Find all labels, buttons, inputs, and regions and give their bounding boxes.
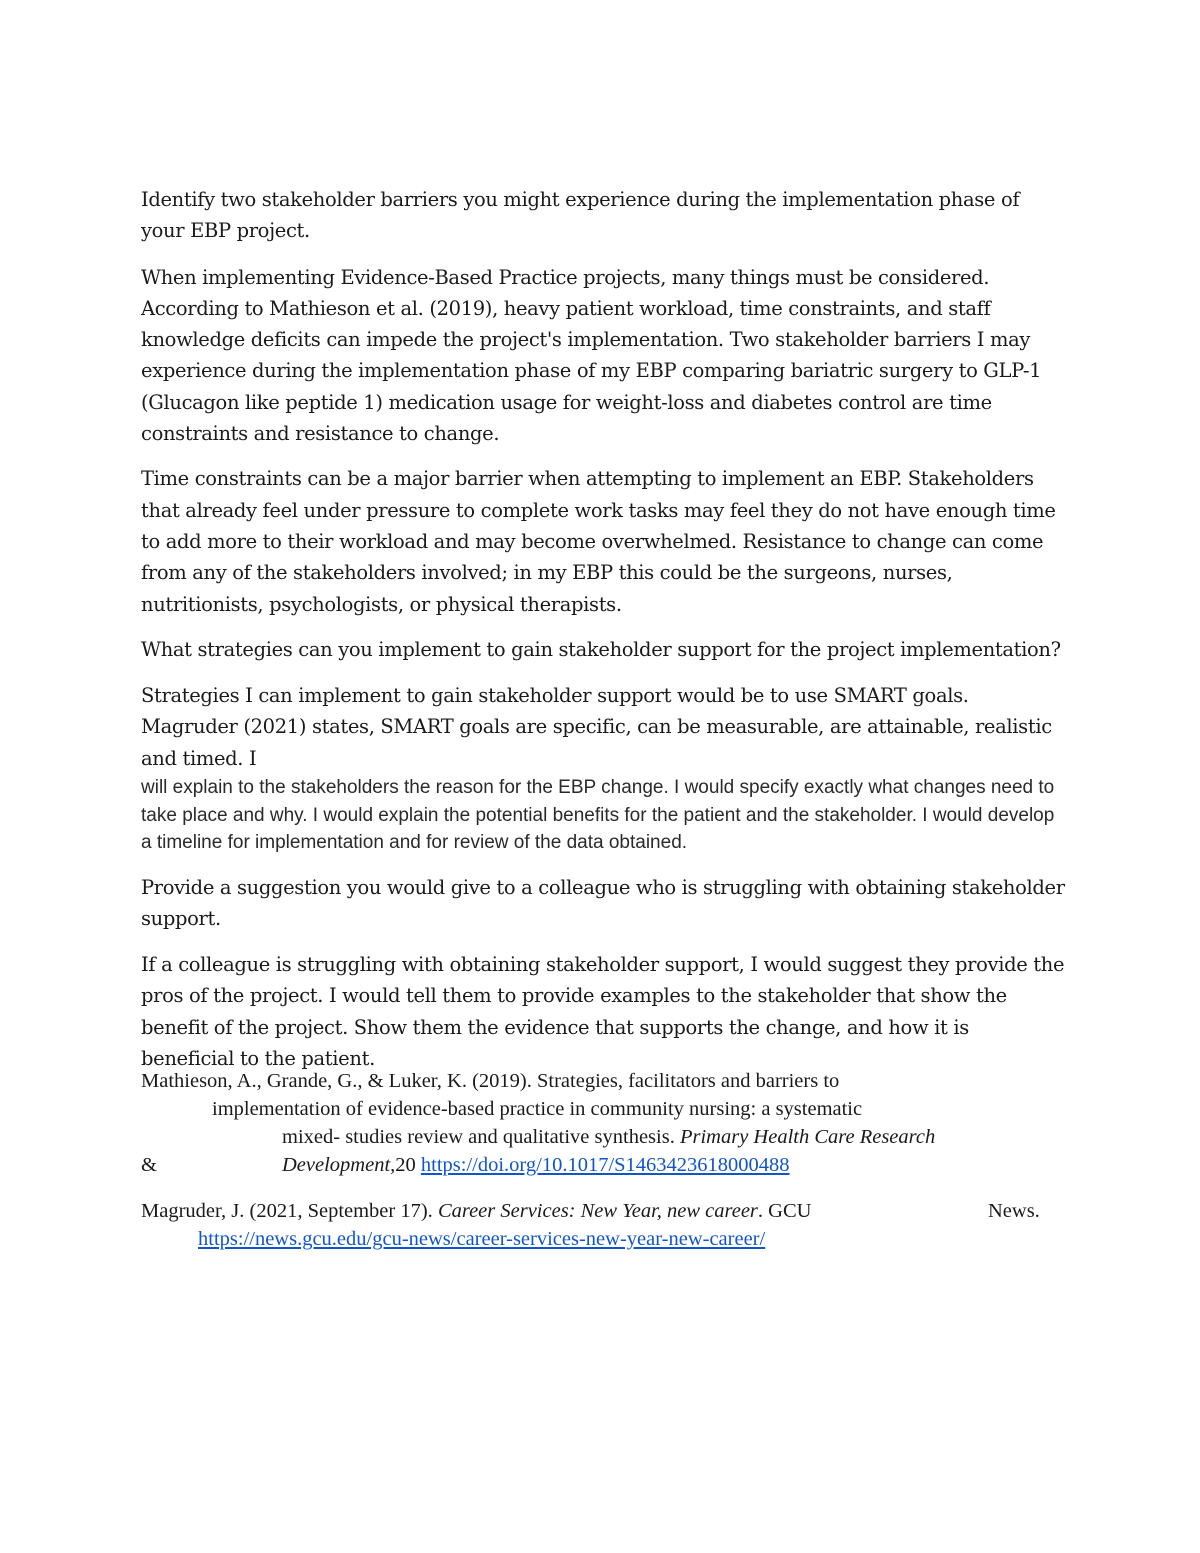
ref1-line4 xyxy=(282,1151,790,1179)
ref1-line3-plain: mixed- studies review and qualitative synthesis. xyxy=(282,1126,680,1148)
ref1-ampersand: & xyxy=(141,1154,157,1176)
reference-mathieson xyxy=(141,1067,1071,1179)
ref2-line1-plain: Magruder, J. (2021, September 17). xyxy=(141,1200,438,1222)
question-2: What strategies can you implement to gain stakeholder support for the project implementation? xyxy=(141,637,1061,661)
ref1-line2: implementation of evidence-based practice in community nursing: a systematic xyxy=(212,1098,863,1120)
ref2-news: News. xyxy=(988,1200,1040,1222)
ref1-doi-link[interactable]: https://doi.org/10.1017/S1463423618000488 xyxy=(420,1154,790,1176)
references xyxy=(141,1067,1071,1253)
paragraph-3-serif: Strategies I can implement to gain stakeholder support would be to use SMART goals. Magruder (2021) states, SMART goals are specific, can be measurable, are attainable, realistic and timed. I xyxy=(141,684,1052,770)
ref2-line2 xyxy=(198,1225,765,1253)
ref1-volume: 20 xyxy=(395,1154,421,1176)
ref2-url-link[interactable]: https://news.gcu.edu/gcu-news/career-services-new-year-new-career/ xyxy=(198,1228,766,1250)
reference-magruder xyxy=(141,1197,1071,1253)
paragraph-3 xyxy=(141,680,1066,856)
ref1-journal-cont: Development, xyxy=(282,1154,396,1176)
ref2-line1 xyxy=(141,1197,811,1225)
paragraph-2: Time constraints can be a major barrier when attempting to implement an EBP. Stakeholders that already feel under pressure to complete work tasks may feel they do not have enough time to add more to their workload and may become overwhelmed. Resistance to change can come from any of the stakeholders involved; in my EBP this could be the surgeons, nurses, nutritionists, psychologists, or physical therapists. xyxy=(141,467,1056,616)
ref1-line3 xyxy=(282,1123,935,1151)
paragraph-3-sans: will explain to the stakeholders the reason for the EBP change. I would specify exactly what changes need to take place and why. I would explain the potential benefits for the patient and the stakeholder. I would develop a timeline for implementation and for review of the data obtained. xyxy=(141,777,1055,854)
ref1-journal: Primary Health Care Research xyxy=(679,1126,936,1148)
paragraph-1: When implementing Evidence-Based Practice projects, many things must be considered. According to Mathieson et al. (2019), heavy patient workload, time constraints, and staff knowledge deficits can impede the project's implementation. Two stakeholder barriers I may experience during the implementation phase of my EBP comparing bariatric surgery to GLP-1 (Glucagon like peptide 1) medication usage for weight-loss and diabetes control are time constraints and resistance to change. xyxy=(141,265,1042,446)
ref1-line1: Mathieson, A., Grande, G., & Luker, K. (2019). Strategies, facilitators and barriers to xyxy=(141,1070,840,1092)
paragraph-4: If a colleague is struggling with obtaining stakeholder support, I would suggest they provide the pros of the project. I would tell them to provide examples to the stakeholder that show the benefit of the project. Show them the evidence that supports the change, and how it is beneficial to the patient. xyxy=(141,953,1065,1071)
ref2-source: . GCU xyxy=(757,1200,812,1222)
question-1: Identify two stakeholder barriers you might experience during the implementation phase of your EBP project. xyxy=(141,188,1020,243)
question-3: Provide a suggestion you would give to a colleague who is struggling with obtaining stakeholder support. xyxy=(141,875,1065,930)
ref2-title: Career Services: New Year, new career xyxy=(437,1200,758,1222)
document-body xyxy=(141,184,1066,1088)
